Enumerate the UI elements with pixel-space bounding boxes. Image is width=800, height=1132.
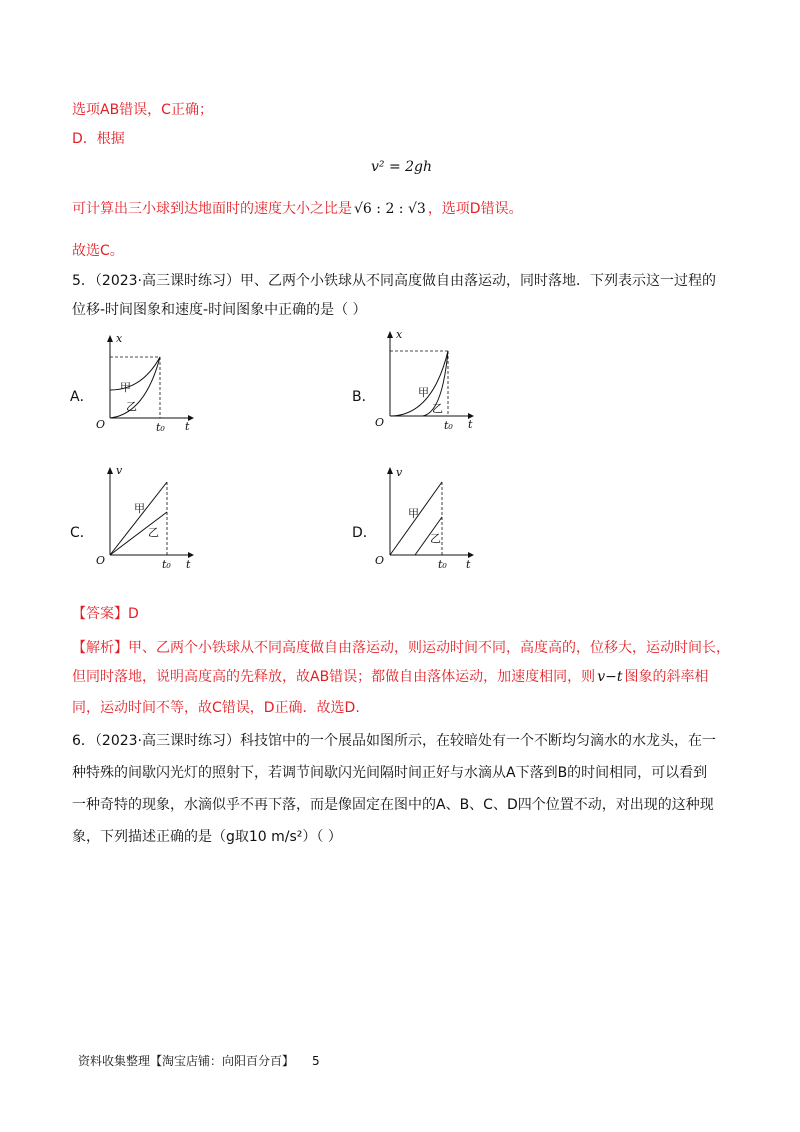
ratio-value: √6 : 2 : √3	[354, 201, 426, 217]
analysis-line-2-pre: 但同时落地，说明高度高的先释放，故AB错误；都做自由落体运动，加速度相同，则	[72, 669, 596, 685]
option-a-y-axis: x	[116, 332, 123, 345]
option-b-y-axis: x	[396, 328, 403, 341]
option-b-origin: O	[375, 416, 385, 429]
q5-line-2: 位移-时间图象和速度-时间图象中正确的是（ ）	[72, 302, 367, 318]
q5-line-1: 5．（2023·高三课时练习）甲、乙两个小铁球从不同高度做自由落运动，同时落地．下列表示这一过程的	[72, 273, 716, 289]
option-d-origin: O	[375, 554, 385, 567]
formula: v² = 2gh	[371, 159, 433, 175]
option-c-origin: O	[96, 554, 106, 567]
explanation-line-2: D．根据	[72, 131, 125, 147]
option-d-line-2: 乙	[430, 532, 441, 545]
footer-source: 资料收集整理【淘宝店铺：向阳百分百】	[78, 1054, 295, 1068]
q6-line-3: 一种奇特的现象，水滴似乎不再下落，而是像固定在图中的A、B、C、D四个位置不动，对出现的这种现	[72, 797, 714, 813]
option-a-curve-2: 乙	[126, 400, 137, 413]
page-number: 5	[312, 1054, 320, 1068]
option-d-x-axis: t	[466, 558, 471, 571]
option-d-label[interactable]: D．	[352, 525, 377, 541]
option-a-curve-1: 甲	[120, 381, 131, 394]
option-c-label[interactable]: C．	[70, 525, 94, 541]
option-b-graph[interactable]	[370, 326, 480, 430]
option-a-graph[interactable]	[90, 332, 200, 432]
option-a-label[interactable]: A．	[70, 389, 94, 405]
option-b-x-axis: t	[468, 418, 473, 431]
option-b-t0: t₀	[444, 419, 453, 432]
option-b-label[interactable]: B．	[352, 389, 376, 405]
q6-line-1: 6．（2023·高三课时练习）科技馆中的一个展品如图所示，在较暗处有一个不断均匀滴水的水龙头，在一	[72, 733, 716, 749]
option-c-line-1: 甲	[134, 502, 145, 515]
answer-line: 【答案】D	[72, 606, 139, 622]
explanation-line-4: 故选C。	[72, 243, 124, 259]
q6-line-4: 象，下列描述正确的是（g取10 m/s²）（ ）	[72, 829, 342, 845]
vt-symbol: v−t	[597, 669, 623, 685]
option-a-origin: O	[96, 418, 106, 431]
q6-line-2: 种特殊的间歇闪光灯的照射下，若调节间歇闪光间隔时间正好与水滴从A下落到B的时间相同，可以看到	[72, 765, 708, 781]
option-c-y-axis: v	[116, 464, 123, 477]
option-d-graph[interactable]	[370, 462, 480, 570]
option-a-x-axis: t	[185, 420, 190, 433]
page-footer	[78, 1052, 320, 1069]
option-d-line-1: 甲	[408, 507, 419, 520]
option-d-y-axis: v	[396, 466, 403, 479]
option-c-line-2: 乙	[148, 526, 159, 539]
option-c-x-axis: t	[186, 558, 191, 571]
option-b-curve-1: 甲	[418, 386, 429, 399]
option-a-t0: t₀	[156, 421, 165, 434]
analysis-line-3: 同，运动时间不等，故C错误，D正确．故选D.	[72, 700, 360, 716]
option-c-graph[interactable]	[90, 462, 200, 570]
option-d-t0: t₀	[438, 558, 447, 571]
explanation-line-3	[72, 199, 523, 219]
analysis-line-1: 【解析】甲、乙两个小铁球从不同高度做自由落运动，则运动时间不同，高度高的，位移大，运动时间长，	[72, 640, 730, 656]
analysis-line-2	[72, 667, 708, 687]
option-c-t0: t₀	[162, 558, 171, 571]
analysis-line-2-post: 图象的斜率相	[624, 669, 709, 685]
ratio-suffix: ，选项D错误。	[427, 201, 523, 217]
ratio-prefix: 可计算出三小球到达地面时的速度大小之比是	[72, 201, 352, 217]
explanation-line-1: 选项AB错误，C正确；	[72, 102, 213, 118]
option-b-curve-2: 乙	[432, 402, 443, 415]
